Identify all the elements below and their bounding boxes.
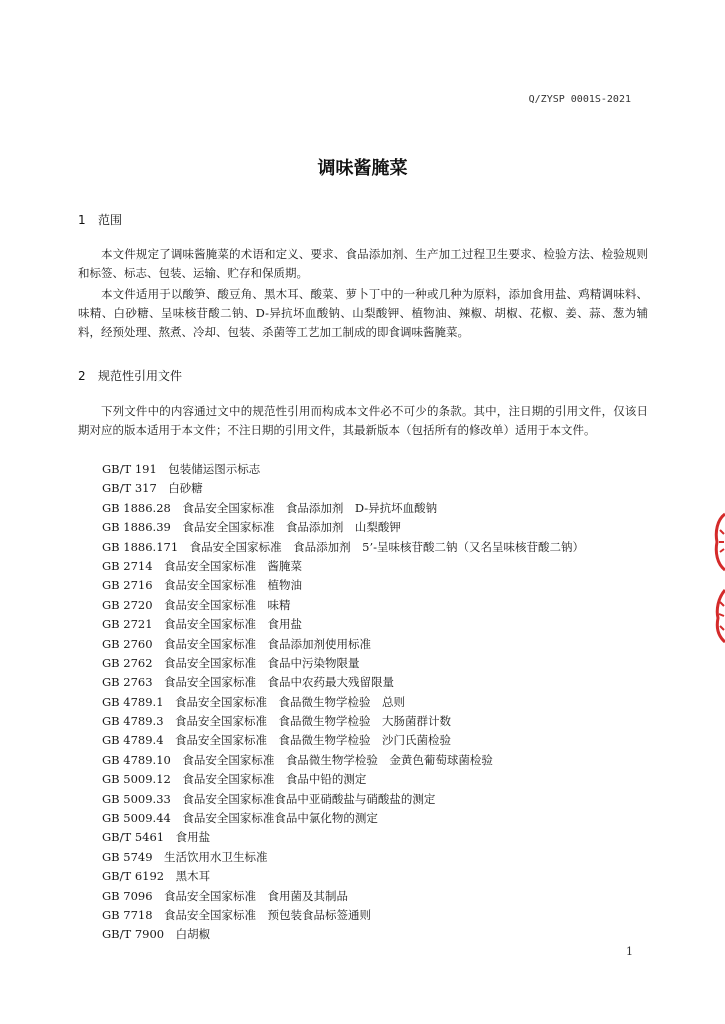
section-2-title: 规范性引用文件 — [98, 369, 183, 383]
reference-item: GB 2763 食品安全国家标准 食品中农药最大残留限量 — [102, 675, 395, 690]
reference-item: GB 1886.171 食品安全国家标准 食品添加剂 5’-呈味核苷酸二钠（又名呈味核苷酸二钠） — [102, 539, 585, 554]
reference-item: GB 5749 生活饮用水卫生标准 — [102, 849, 268, 864]
reference-item: GB 5009.44 食品安全国家标准食品中氯化物的测定 — [102, 811, 378, 826]
reference-item: GB 2762 食品安全国家标准 食品中污染物限量 — [102, 655, 360, 670]
reference-item: GB 1886.39 食品安全国家标准 食品添加剂 山梨酸钾 — [102, 520, 401, 535]
scope-paragraph-1: 本文件规定了调味酱腌菜的术语和定义、要求、食品添加剂、生产加工过程卫生要求、检验方法、检验规则和标签、标志、包装、运输、贮存和保质期。 — [78, 247, 648, 280]
reference-item: GB 2721 食品安全国家标准 食用盐 — [102, 617, 303, 632]
reference-item: GB 7718 食品安全国家标准 预包装食品标签通则 — [102, 907, 372, 922]
section-1-heading — [78, 211, 122, 228]
reference-item: GB 1886.28 食品安全国家标准 食品添加剂 D-异抗坏血酸钠 — [102, 500, 438, 515]
references-intro: 下列文件中的内容通过文中的规范性引用而构成本文件必不可少的条款。其中，注日期的引用文件，仅该日期对应的版本适用于本文件；不注日期的引用文件，其最新版本（包括所有的修改单）适用于本文件。 — [78, 404, 648, 437]
reference-item: GB 4789.4 食品安全国家标准 食品微生物学检验 沙门氏菌检验 — [102, 733, 452, 748]
section-1-title: 范围 — [98, 213, 123, 227]
page-number: 1 — [626, 945, 633, 958]
reference-item: GB 4789.3 食品安全国家标准 食品微生物学检验 大肠菌群计数 — [102, 714, 452, 729]
standard-code: Q/ZYSP 0001S-2021 — [528, 94, 631, 105]
reference-item: GB 5009.33 食品安全国家标准食品中亚硝酸盐与硝酸盐的测定 — [102, 791, 436, 806]
reference-item: GB/T 7900 白胡椒 — [102, 927, 211, 942]
reference-item: GB 7096 食品安全国家标准 食用菌及其制品 — [102, 888, 349, 903]
reference-item: GB 2714 食品安全国家标准 酱腌菜 — [102, 558, 303, 573]
reference-item: GB/T 6192 黑木耳 — [102, 869, 211, 884]
reference-list — [102, 460, 584, 945]
reference-item: GB 2760 食品安全国家标准 食品添加剂使用标准 — [102, 636, 372, 651]
reference-item: GB/T 5461 食用盐 — [102, 830, 211, 845]
seal-fragment-icon — [711, 512, 725, 572]
scope-paragraph-2: 本文件适用于以酸笋、酸豆角、黑木耳、酸菜、萝卜丁中的一种或几种为原料，添加食用盐、鸡精调味料、味精、白砂糖、呈味核苷酸二钠、D-异抗坏血酸钠、山梨酸钾、植物油、辣椒、胡椒、花椒、姜、蒜、葱为辅料，经预处理、熬煮、冷却、包装、杀菌等工艺加工制成的即食调味酱腌菜。 — [78, 287, 648, 339]
document-title: 调味酱腌菜 — [317, 158, 408, 179]
reference-item: GB 4789.10 食品安全国家标准 食品微生物学检验 金黄色葡萄球菌检验 — [102, 752, 493, 767]
section-1-number: 1 — [78, 213, 86, 227]
reference-item: GB 5009.12 食品安全国家标准 食品中铅的测定 — [102, 772, 367, 787]
reference-item: GB/T 191 包装储运图示标志 — [102, 462, 261, 476]
seal-fragment-icon — [711, 588, 725, 644]
section-2-number: 2 — [78, 369, 86, 383]
reference-item: GB/T 317 白砂糖 — [102, 481, 203, 496]
reference-item: GB 2720 食品安全国家标准 味精 — [102, 597, 291, 612]
reference-item: GB 4789.1 食品安全国家标准 食品微生物学检验 总则 — [102, 694, 406, 709]
section-2-heading — [78, 367, 182, 384]
reference-item: GB 2716 食品安全国家标准 植物油 — [102, 578, 303, 593]
